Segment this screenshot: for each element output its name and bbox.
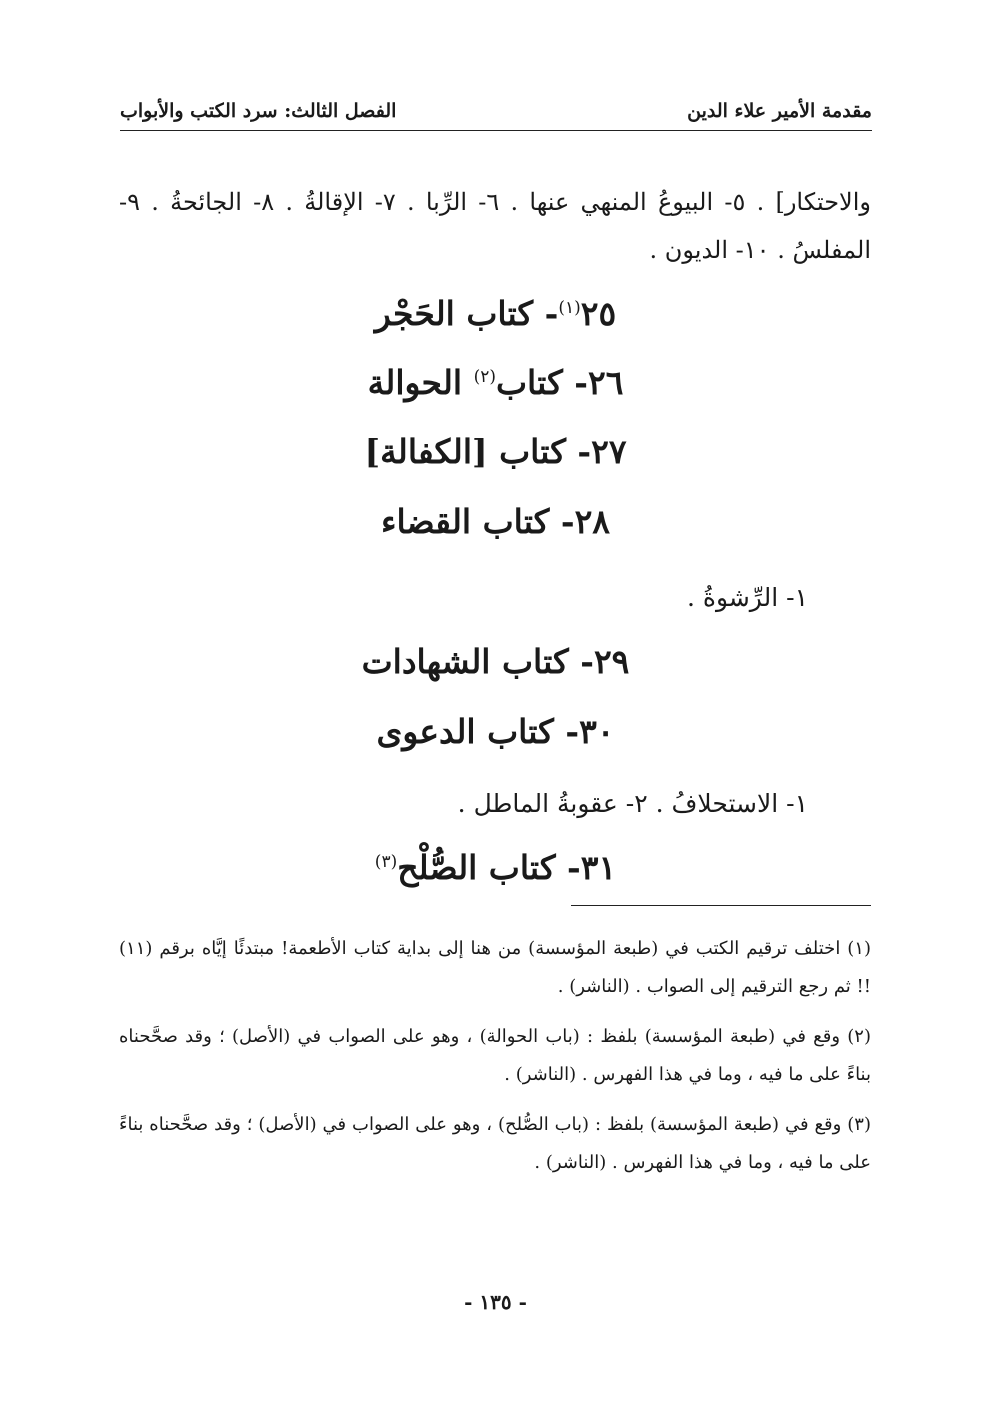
footnote-3: (٣) وقع في (طبعة المؤسسة) بلفظ : (باب الصُّلح) ، وهو على الصواب في (الأصل) ؛ وقد صحَّحناه بناءً على ما فيه ، وما في هذا الفهرس . (الناشر) . [119,1114,871,1173]
header-book-title: مقدمة الأمير علاء الدين [687,100,872,122]
section-heading-31 [0,846,991,890]
heading-text: - كتاب الحَجْر [374,294,559,333]
subsection-list: ١- الاستحلافُ . ٢- عقوبةُ الماطل . [457,789,808,818]
footnote-1: (١) اختلف ترقيم الكتب في (طبعة المؤسسة) من هنا إلى بداية كتاب الأطعمة! مبتدئًا إيَّاه برقم (١١) !! ثم رجع الترقيم إلى الصواب . (الناشر) . [119,938,871,997]
heading-text-suffix: الحوالة [367,363,474,402]
footnote-ref-1: (١) [558,298,581,318]
heading-text: ٢٦- كتاب [495,363,624,402]
footnote-divider [571,905,871,906]
footnote-ref-2: (٢) [473,367,496,387]
page-number: - ١٣٥ - [464,1290,527,1314]
header-chapter-title: الفصل الثالث: سرد الكتب والأبواب [120,100,397,122]
header-divider [120,130,872,131]
section-heading-26 [0,361,991,405]
section-heading-29: ٢٩- كتاب الشهادات [361,642,630,681]
section-heading-30: ٣٠- كتاب الدعوى [376,712,615,751]
section-heading-25 [0,292,991,336]
heading-number: ٢٥ [580,294,617,333]
subsection-list: ١- الرِّشوةُ . [686,583,808,612]
heading-text: ٣١- كتاب الصُّلْح [397,848,617,887]
running-header [120,94,872,128]
section-heading-27: ٢٧- كتاب [الكفالة] [364,432,627,471]
section-heading-28: ٢٨- كتاب القضاء [380,502,611,541]
footnote-2: (٢) وقع في (طبعة المؤسسة) بلفظ : (باب الحوالة) ، وهو على الصواب في (الأصل) ؛ وقد صحَّحناه بناءً على ما فيه ، وما في هذا الفهرس . (الناشر) . [119,1026,871,1085]
body-paragraph: والاحتكار] . ٥- البيوعُ المنهي عنها . ٦- الرِّبا . ٧- الإقالةُ . ٨- الجائحةُ . ٩- المفلسُ . ١٠- الديون . [119,188,872,264]
footnote-ref-3: (٣) [374,852,398,872]
